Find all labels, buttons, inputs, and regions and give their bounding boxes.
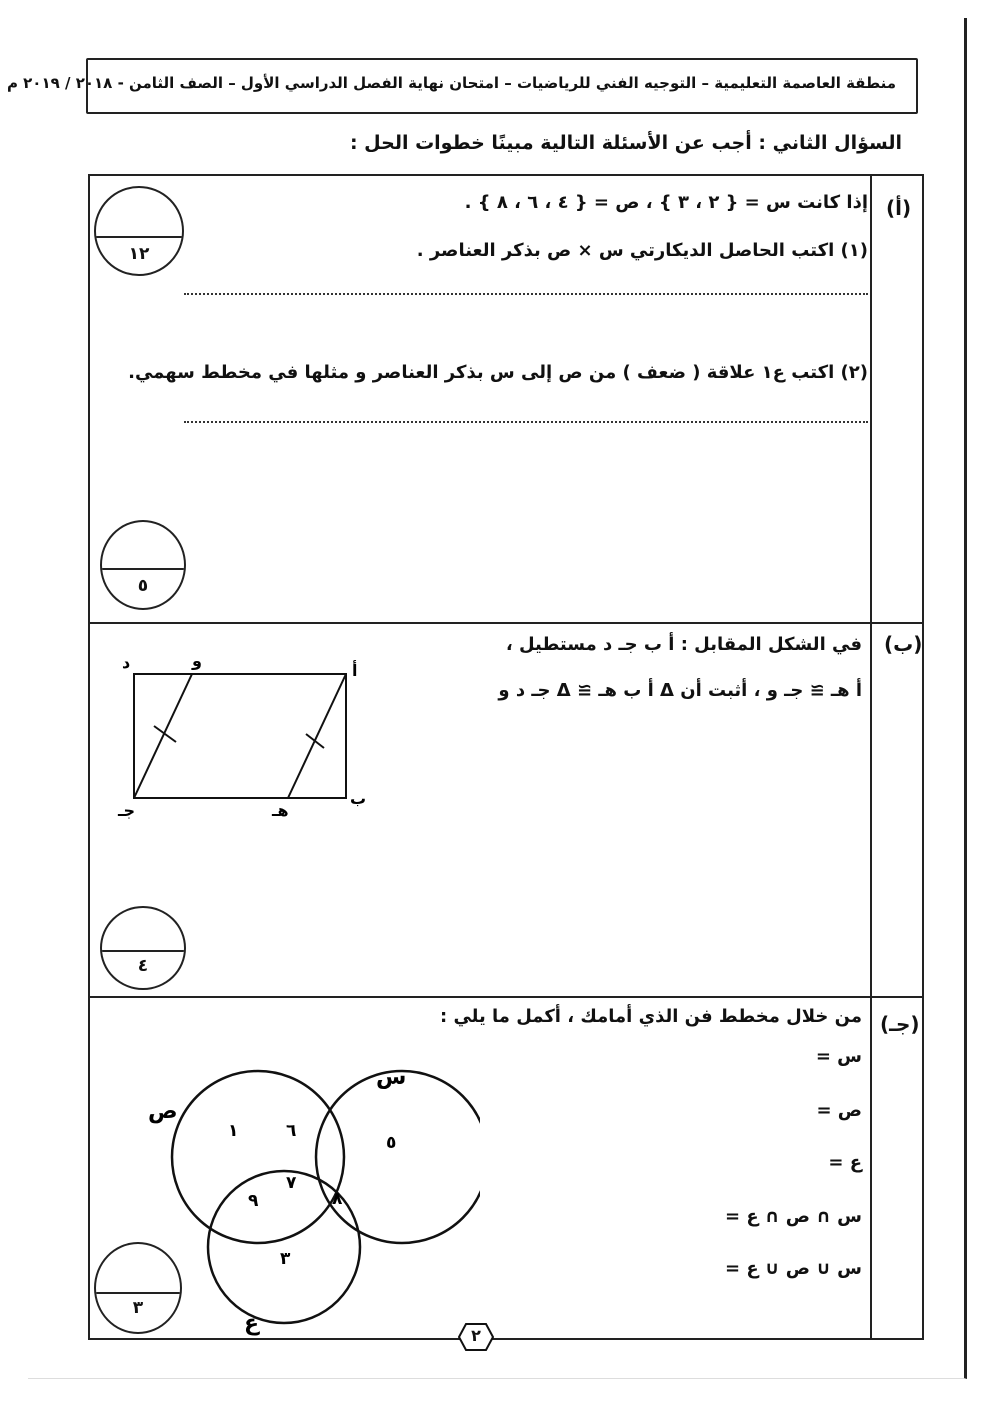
vertex-a: أ xyxy=(352,661,358,680)
part-b-line1: في الشكل المقابل : أ ب جـ د مستطيل ، xyxy=(505,634,862,655)
vertex-c: جـ xyxy=(118,801,135,820)
venn-region-y-only: ١ xyxy=(228,1121,239,1141)
row-divider-b-c xyxy=(88,996,922,998)
page-number-badge xyxy=(458,1322,494,1352)
tick-mark-ae xyxy=(306,734,324,748)
part-b-label: (ب) xyxy=(884,632,923,656)
venn-diagram xyxy=(140,1062,480,1338)
venn-region-xyz: ٧ xyxy=(286,1173,297,1193)
venn-label-z: ع xyxy=(244,1311,260,1336)
part-a-q1: (١) اكتب الحاصل الديكارتي س × ص بذكر العناصر . xyxy=(416,240,868,261)
venn-label-x: س xyxy=(376,1065,407,1090)
segment-cw xyxy=(134,674,192,798)
venn-set-y xyxy=(172,1071,344,1243)
tick-mark-cw xyxy=(154,726,176,742)
part-c-label: (جـ) xyxy=(880,1012,920,1036)
part-b-line2: أ هـ ≅ جـ و ، أثبت أن Δ أ ب هـ ≅ Δ جـ د و xyxy=(498,680,862,701)
score-value: ٣ xyxy=(132,1298,144,1318)
part-c-item-4: س ∩ ص ∩ ع = xyxy=(725,1206,862,1227)
vertex-d: د xyxy=(122,653,131,672)
venn-region-x-only: ٥ xyxy=(386,1133,397,1153)
part-a-given: إذا كانت س = { ٢ ، ٣ } ، ص = { ٤ ، ٦ ، ٨ } . xyxy=(464,192,868,213)
part-c-item-1: س = xyxy=(815,1046,862,1067)
answer-line xyxy=(184,293,868,295)
part-a-label: (أ) xyxy=(886,196,912,220)
vertex-e: هـ xyxy=(272,801,289,820)
answer-line xyxy=(184,421,868,423)
score-value: ٤ xyxy=(137,956,149,976)
venn-region-z-only: ٣ xyxy=(280,1249,291,1269)
score-value: ١٢ xyxy=(128,244,150,264)
part-c-item-3: ع = xyxy=(828,1152,862,1173)
vertex-b: ب xyxy=(350,789,367,808)
segment-ae xyxy=(288,674,346,798)
venn-region-xz: ٨ xyxy=(332,1189,343,1209)
rectangle-figure xyxy=(112,650,372,820)
venn-region-xy: ٦ xyxy=(286,1121,297,1141)
exam-header xyxy=(6,58,918,114)
row-divider-a-b xyxy=(88,622,922,624)
rectangle-abcd xyxy=(134,674,346,798)
score-circle-c xyxy=(94,1242,182,1334)
venn-label-y: ص xyxy=(148,1099,178,1124)
part-c-item-2: ص = xyxy=(816,1100,862,1121)
score-circle-total xyxy=(94,186,184,276)
question-title: السؤال الثاني : أجب عن الأسئلة التالية مبينًا خطوات الحل : xyxy=(349,132,902,154)
score-circle-b xyxy=(100,906,186,990)
score-circle-a xyxy=(100,520,186,610)
vertex-w: و xyxy=(192,651,202,670)
part-a-q2: (٢) اكتب ع١ علاقة ( ضعف ) من ص إلى س بذكر العناصر و مثلها في مخطط سهمي. xyxy=(128,362,868,383)
header-text: منطقة العاصمة التعليمية – التوجيه الفني للرياضيات – امتحان نهاية الفصل الدراسي الأول – الصف الثامن - ٢٠١٨ / ٢٠١٩ م xyxy=(6,74,896,92)
label-column-divider xyxy=(870,174,872,1338)
score-value: ٥ xyxy=(137,576,149,596)
venn-region-yz: ٩ xyxy=(248,1191,259,1211)
part-c-intro: من خلال مخطط فن الذي أمامك ، أكمل ما يلي : xyxy=(439,1006,862,1027)
part-c-item-5: س ∪ ص ∪ ع = xyxy=(725,1258,862,1279)
page-number: ٢ xyxy=(471,1326,481,1345)
venn-set-x xyxy=(316,1071,480,1243)
